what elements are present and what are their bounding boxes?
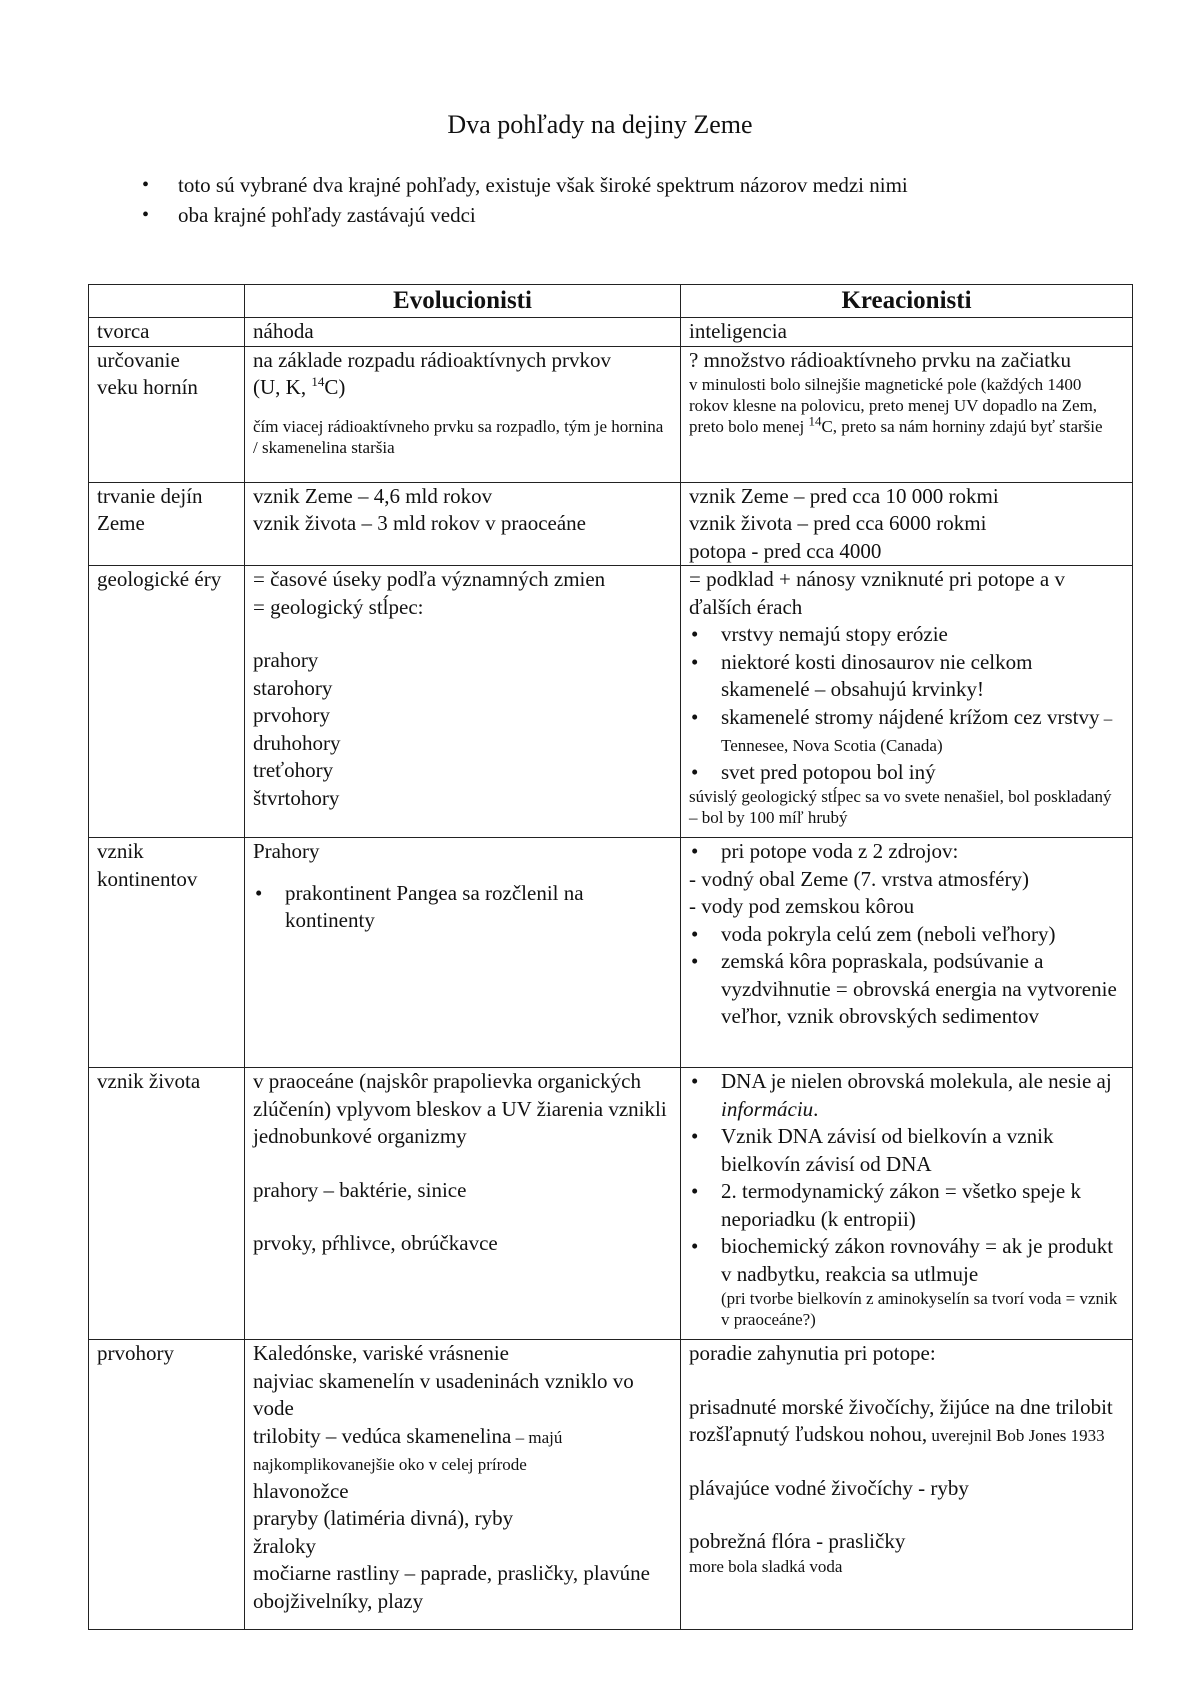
intro-item: • oba krajné pohľady zastávajú vedci: [140, 200, 908, 230]
text-part: v minulosti bolo silnejšie magnetické pole (každých 1400 rokov klesne na polovicu, preto menej UV dopadlo na Zem, preto bolo menej: [689, 375, 1098, 436]
evo-line: = časové úseky podľa významných zmien: [253, 567, 606, 591]
row-kontinenty: [89, 838, 1133, 1068]
row-label: vznik života: [89, 1068, 245, 1340]
cre-cell: [681, 346, 1133, 482]
bullet-item: [689, 1068, 1124, 1123]
spacer: [253, 866, 672, 880]
evo-line: vznik života – 3 mld rokov v praoceáne: [253, 511, 586, 535]
spacer: [253, 621, 672, 647]
text-part: informáciu: [721, 1096, 814, 1121]
bullet-item: [689, 1233, 1124, 1330]
superscript: 14: [808, 413, 822, 429]
label-line: určovanie: [97, 347, 180, 372]
evo-cell: [245, 838, 681, 1068]
bullet-item: • prakontinent Pangea sa rozčlenil na kontinenty: [253, 880, 672, 935]
evo-bullets: [253, 880, 672, 935]
text-part: C, preto sa nám horniny zdajú byť staršie: [821, 417, 1103, 436]
evo-cell: [245, 346, 681, 482]
cre-cell: [681, 566, 1133, 838]
spacer: [689, 1368, 1124, 1394]
cre-line: vznik života – pred cca 6000 rokmi: [689, 511, 987, 535]
intro-item: • toto sú vybrané dva krajné pohľady, existuje však široké spektrum názorov medzi nimi: [140, 170, 908, 200]
evo-line: vznik Zeme – 4,6 mld rokov: [253, 483, 493, 508]
cre-cell: [681, 482, 1133, 566]
page-title: Dva pohľady na dejiny Zeme: [447, 110, 753, 139]
cre-line: vznik Zeme – pred cca 10 000 rokmi: [689, 483, 999, 508]
evo-cell: [245, 1068, 681, 1340]
row-label: geologické éry: [89, 566, 245, 838]
evo-line: [253, 374, 672, 402]
bullet-item: • Vznik DNA závisí od bielkovín a vznik bielkovín závisí od DNA: [689, 1123, 1124, 1178]
bullet-item: [689, 704, 1124, 759]
text-part: (pri tvorbe bielkovín z aminokyselín sa tvorí voda = vznik v praoceáne?): [721, 1289, 1118, 1329]
cre-line: ? množstvo rádioaktívneho prvku na začiatku: [689, 347, 1071, 372]
era-item: štvrtohory: [253, 785, 340, 810]
evo-cell: náhoda: [245, 318, 681, 347]
cre-bullets: [689, 838, 1124, 866]
bullet-item: • niektoré kosti dinosaurov nie celkom skamenelé – obsahujú krvinky!: [689, 649, 1124, 704]
header-row: [89, 285, 1133, 318]
evo-cell: [245, 482, 681, 566]
cre-line: - vodný obal Zeme (7. vrstva atmosféry): [689, 866, 1029, 891]
era-item: treťohory: [253, 758, 334, 782]
text-part: – Tennesee, Nova Scotia (Canada): [721, 708, 1113, 755]
bullet-item: • svet pred potopou bol iný: [689, 759, 1124, 787]
cre-cell: [681, 1340, 1133, 1630]
row-geo: [89, 566, 1133, 838]
cre-line: [689, 1394, 1124, 1449]
era-item: starohory: [253, 675, 333, 700]
row-tvorca: [89, 318, 1133, 347]
spacer: [689, 1502, 1124, 1528]
bullet-item: • 2. termodynamický zákon = všetko speje k neporiadku (k entropii): [689, 1178, 1124, 1233]
evo-line: Kaledónske, variské vrásnenie: [253, 1341, 509, 1365]
row-label: vznik kontinentov: [89, 838, 245, 1068]
era-item: prvohory: [253, 703, 330, 727]
cre-line: pobrežná flóra - prasličky: [689, 1529, 906, 1553]
bullet-item: • zemská kôra popraskala, podsúvanie a vyzdvihnutie = obrovská energia na vytvorenie veľhor, vznik obrovských sedimentov: [689, 948, 1124, 1031]
cre-cell: [681, 838, 1133, 1068]
evo-cell: [245, 566, 681, 838]
cre-note: [689, 374, 1124, 437]
cre-bullets: [689, 1068, 1124, 1330]
row-label: trvanie dejín Zeme: [89, 482, 245, 566]
evo-line: hlavonožce: [253, 1478, 349, 1503]
era-item: druhohory: [253, 730, 341, 755]
evo-line: [253, 1423, 672, 1478]
text-part: – majú najkomplikovanejšie oko v celej prírode: [253, 1427, 563, 1474]
evo-line: obojživelníky, plazy: [253, 1588, 424, 1613]
cre-line: poradie zahynutia pri potope:: [689, 1341, 936, 1365]
evo-line: močiarne rastliny – paprade, prasličky, plavúne: [253, 1561, 650, 1585]
row-label: [89, 346, 245, 482]
cre-note: súvislý geologický stĺpec sa vo svete nenašiel, bol poskladaný – bol by 100 míľ hrubý: [689, 787, 1112, 827]
evo-line: žraloky: [253, 1533, 316, 1558]
row-trvanie: [89, 482, 1133, 566]
row-zivot: [89, 1068, 1133, 1340]
row-label: tvorca: [89, 318, 245, 347]
row-vek: [89, 346, 1133, 482]
evo-line: prahory – baktérie, sinice: [253, 1177, 467, 1202]
evo-note: čím viacej rádioaktívneho prvku sa rozpadlo, tým je hornina / skamenelina staršia: [253, 416, 664, 457]
header-creation: Kreacionisti: [681, 285, 1133, 318]
bullet-item: • vrstvy nemajú stopy erózie: [689, 621, 1124, 649]
bullet-item: • pri potope voda z 2 zdrojov:: [689, 838, 1124, 866]
cre-bullets: [689, 921, 1124, 1031]
cre-cell: inteligencia: [681, 318, 1133, 347]
cre-bullets: [689, 621, 1124, 786]
evo-cell: [245, 1340, 681, 1630]
spacer: [689, 1449, 1124, 1475]
evo-line: na základe rozpadu rádioaktívnych prvkov: [253, 347, 612, 372]
cre-note: more bola sladká voda: [689, 1556, 843, 1576]
row-prvohory: [89, 1340, 1133, 1630]
text-part: DNA je nielen obrovská molekula, ale nesie aj: [721, 1069, 1112, 1093]
evo-line: najviac skamenelín v usadeninách vzniklo vo vode: [253, 1368, 634, 1420]
bullet-item: • voda pokryla celú zem (neboli veľhory): [689, 921, 1124, 949]
text-part: prisadnuté morské živočíchy, žijúce na dne trilobit rozšľapnutý ľudskou nohou,: [689, 1394, 1113, 1446]
row-label: prvohory: [89, 1340, 245, 1630]
comparison-table: [88, 284, 1133, 1630]
cre-line: potopa - pred cca 4000: [689, 538, 882, 563]
text-part: C): [324, 375, 346, 399]
evo-line: prvoky, pŕhlivce, obrúčkavce: [253, 1231, 498, 1255]
header-empty: [89, 285, 245, 318]
header-evolution: Evolucionisti: [245, 285, 681, 318]
text-part: uverejnil Bob Jones 1933: [927, 1426, 1105, 1445]
evo-line: Prahory: [253, 839, 320, 863]
cre-cell: [681, 1068, 1133, 1340]
label-line: veku hornín: [97, 375, 198, 399]
evo-line: praryby (latiméria divná), ryby: [253, 1506, 514, 1530]
evo-line: = geologický stĺpec:: [253, 594, 424, 619]
text-part: • biochemický zákon rovnováhy = ak je produkt v nadbytku, reakcia sa utlmuje: [721, 1234, 1114, 1286]
text-part: trilobity – vedúca skamenelina: [253, 1423, 512, 1448]
intro-list: [140, 170, 908, 230]
cre-line: plávajúce vodné živočíchy - ryby: [689, 1475, 969, 1500]
spacer: [253, 402, 672, 416]
text-part: skamenelé stromy nájdené krížom cez vrstvy: [721, 704, 1100, 729]
spacer: [253, 1151, 672, 1177]
spacer: [253, 1204, 672, 1230]
evo-line: v praoceáne (najskôr prapolievka organických zlúčenín) vplyvom bleskov a UV žiarenia vznikli jednobunkové organizmy: [253, 1069, 667, 1148]
superscript: 14: [311, 374, 325, 389]
cre-line: - vody pod zemskou kôrou: [689, 894, 915, 918]
text-part: .: [813, 1096, 819, 1121]
era-item: prahory: [253, 648, 319, 672]
cre-line: = podklad + nánosy vzniknuté pri potope a v ďalších érach: [689, 567, 1065, 619]
text-part: (U, K,: [253, 375, 312, 399]
